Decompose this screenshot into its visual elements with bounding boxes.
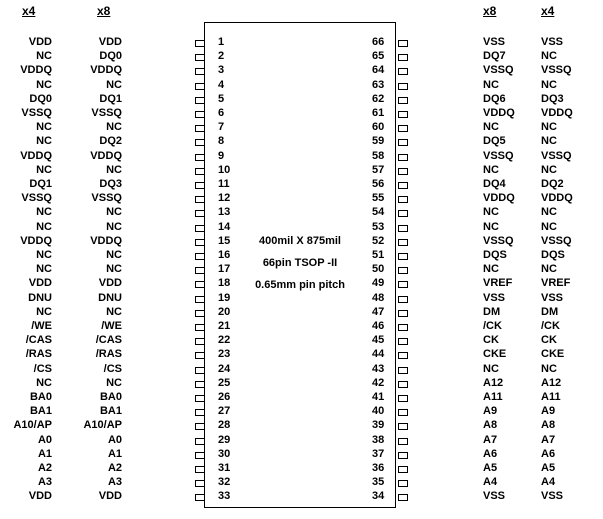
header-right-x8: x8	[483, 4, 497, 18]
right-pin-pad	[398, 480, 408, 487]
right-x8-signal: VSSQ	[483, 234, 514, 247]
right-pin-pad	[398, 452, 408, 459]
right-x8-signal: VSSQ	[483, 149, 514, 162]
left-pin-pad	[195, 494, 205, 501]
left-x4-signal: VDDQ	[20, 234, 52, 247]
right-pin-pad	[398, 154, 408, 161]
right-x4-signal: NC	[541, 263, 557, 276]
right-pin-number: 56	[372, 178, 385, 190]
right-x4-signal: CKE	[541, 348, 565, 361]
right-pin-pad	[398, 296, 408, 303]
left-x4-signal: NC	[36, 121, 52, 134]
left-pin-pad	[195, 210, 205, 217]
right-pin-number: 41	[372, 391, 385, 403]
right-x4-signal: A11	[541, 391, 561, 403]
right-pin-number: 63	[372, 78, 385, 91]
left-x8-signal: A2	[107, 462, 122, 474]
left-x4-signal: A2	[37, 462, 52, 474]
right-x8-signal: NC	[483, 362, 499, 375]
right-pin-number: 40	[372, 405, 385, 418]
right-x8-signal: DQ7	[483, 50, 506, 63]
left-pin-pad	[195, 409, 205, 416]
left-x4-signal: A1	[37, 447, 52, 460]
left-x4-signal: /CAS	[25, 334, 52, 347]
right-x4-signal: NC	[541, 362, 557, 375]
left-x8-signal: VDD	[98, 36, 122, 48]
left-x4-signal: BA0	[29, 391, 52, 403]
right-x4-signal: VSSQ	[541, 64, 572, 77]
left-pin-number: 17	[218, 263, 231, 276]
left-pin-pad	[195, 253, 205, 260]
right-x8-signal: VREF	[483, 277, 513, 290]
right-pin-pad	[398, 168, 408, 175]
right-x4-signal: A5	[541, 462, 556, 474]
right-pin-pad	[398, 352, 408, 359]
right-pin-pad	[398, 324, 408, 331]
right-x8-signal: /CK	[483, 320, 502, 332]
right-pin-pad	[398, 97, 408, 104]
left-x8-signal: VDDQ	[90, 149, 122, 162]
left-x4-signal: NC	[36, 78, 52, 91]
right-x4-signal: DQ3	[541, 92, 564, 105]
left-x4-signal: /RAS	[25, 348, 52, 361]
left-pin-number: 26	[218, 391, 231, 403]
right-x4-signal: VDDQ	[541, 192, 573, 205]
right-x8-signal: A12	[483, 376, 504, 389]
left-x4-signal: DQ0	[29, 92, 52, 105]
left-pin-pad	[195, 310, 205, 317]
right-x8-signal: DQ4	[483, 178, 506, 190]
left-x8-signal: DQ2	[99, 135, 122, 148]
right-x4-signal: VSSQ	[541, 234, 572, 247]
right-x8-signal: VDDQ	[483, 192, 515, 205]
left-pin-pad	[195, 324, 205, 331]
right-pin-pad	[398, 182, 408, 189]
right-pin-pad	[398, 466, 408, 473]
left-x8-signal: A0	[107, 433, 122, 446]
left-x4-signal: NC	[36, 50, 52, 63]
left-pin-number: 5	[218, 92, 225, 105]
right-x4-signal: A9	[541, 405, 556, 418]
right-x8-signal: NC	[483, 163, 499, 176]
left-pin-number: 22	[218, 334, 231, 347]
right-pin-pad	[398, 111, 408, 118]
right-pin-number: 51	[372, 249, 385, 261]
right-pin-number: 37	[372, 447, 385, 460]
left-pin-pad	[195, 182, 205, 189]
left-x4-signal: NC	[36, 220, 52, 233]
left-x4-signal: VSSQ	[21, 107, 52, 119]
left-pin-pad	[195, 225, 205, 232]
left-x8-signal: VSSQ	[91, 107, 122, 119]
left-x8-signal: VDDQ	[90, 64, 122, 77]
left-x8-signal: NC	[106, 163, 122, 176]
left-pin-pad	[195, 168, 205, 175]
right-pin-number: 34	[372, 490, 385, 503]
left-x4-signal: NC	[36, 163, 52, 176]
right-pin-number: 50	[372, 263, 385, 276]
left-pin-pad	[195, 438, 205, 445]
pin-pitch: 0.65mm pin pitch	[255, 279, 345, 291]
left-pin-number: 31	[218, 462, 231, 474]
right-pin-number: 64	[372, 64, 385, 77]
right-pin-number: 61	[372, 107, 385, 119]
left-pin-number: 10	[218, 163, 231, 176]
left-pin-pad	[195, 125, 205, 132]
right-pin-number: 54	[372, 206, 385, 219]
right-pin-number: 42	[372, 376, 385, 389]
left-pin-number: 29	[218, 433, 231, 446]
left-pin-pad	[195, 111, 205, 118]
left-pin-pad	[195, 296, 205, 303]
right-pin-pad	[398, 494, 408, 501]
right-pin-number: 59	[372, 135, 385, 148]
right-pin-number: 66	[372, 36, 385, 48]
left-pin-number: 19	[218, 291, 231, 304]
right-pin-pad	[398, 210, 408, 217]
left-pin-pad	[195, 281, 205, 288]
right-pin-number: 58	[372, 149, 385, 162]
right-pin-number: 52	[372, 234, 385, 247]
right-x4-signal: VDDQ	[541, 107, 573, 119]
left-pin-pad	[195, 367, 205, 374]
right-x4-signal: DQ2	[541, 178, 564, 190]
left-x8-signal: NC	[106, 263, 122, 276]
right-x4-signal: A7	[541, 433, 556, 446]
left-pin-number: 3	[218, 64, 225, 77]
right-pin-number: 36	[372, 462, 385, 474]
left-pin-number: 6	[218, 107, 225, 119]
left-x8-signal: /WE	[101, 320, 122, 332]
left-pin-pad	[195, 381, 205, 388]
left-x8-signal: NC	[106, 220, 122, 233]
right-x4-signal: VSS	[541, 490, 564, 503]
left-pin-pad	[195, 352, 205, 359]
right-x4-signal: NC	[541, 135, 557, 148]
right-pin-pad	[398, 225, 408, 232]
right-x8-signal: A8	[483, 419, 498, 432]
left-pin-pad	[195, 452, 205, 459]
left-x4-signal: A0	[37, 433, 52, 446]
right-x8-signal: VSS	[483, 291, 506, 304]
right-x8-signal: CKE	[483, 348, 507, 361]
right-pin-pad	[398, 40, 408, 47]
left-pin-number: 32	[218, 476, 231, 489]
left-x4-signal: NC	[36, 206, 52, 219]
right-pin-pad	[398, 139, 408, 146]
right-pin-pad	[398, 381, 408, 388]
right-pin-pad	[398, 367, 408, 374]
left-x8-signal: NC	[106, 376, 122, 389]
header-left-x8: x8	[97, 4, 111, 18]
left-pin-number: 16	[218, 249, 231, 261]
right-pin-pad	[398, 83, 408, 90]
left-pin-number: 1	[218, 36, 225, 48]
left-x8-signal: DQ3	[99, 178, 122, 190]
left-pin-pad	[195, 423, 205, 430]
right-x8-signal: A9	[483, 405, 498, 418]
left-pin-pad	[195, 68, 205, 75]
right-pin-pad	[398, 423, 408, 430]
left-x8-signal: A1	[107, 447, 122, 460]
right-pin-pad	[398, 267, 408, 274]
right-pin-pad	[398, 438, 408, 445]
left-x4-signal: VDDQ	[20, 149, 52, 162]
left-x4-signal: DNU	[28, 291, 52, 304]
right-x4-signal: VSSQ	[541, 149, 572, 162]
left-pin-number: 21	[218, 320, 231, 332]
left-pin-number: 12	[218, 192, 231, 205]
left-x4-signal: DQ1	[29, 178, 52, 190]
right-x8-signal: A11	[483, 391, 503, 403]
left-x8-signal: A3	[107, 476, 122, 489]
right-pin-number: 60	[372, 121, 385, 134]
left-pin-number: 11	[218, 178, 230, 190]
left-x4-signal: NC	[36, 263, 52, 276]
left-pin-number: 24	[218, 362, 231, 375]
left-pin-number: 13	[218, 206, 231, 219]
left-x8-signal: BA0	[99, 391, 122, 403]
right-pin-number: 49	[372, 277, 385, 290]
package-type: 66pin TSOP -II	[262, 257, 338, 269]
left-pin-number: 28	[218, 419, 231, 432]
left-pin-pad	[195, 395, 205, 402]
left-pin-pad	[195, 40, 205, 47]
left-pin-pad	[195, 83, 205, 90]
right-x8-signal: A6	[483, 447, 498, 460]
left-x8-signal: NC	[106, 249, 122, 261]
right-x8-signal: CK	[483, 334, 499, 347]
right-x8-signal: VDDQ	[483, 107, 515, 119]
left-pin-pad	[195, 267, 205, 274]
right-pin-number: 44	[372, 348, 385, 361]
left-pin-pad	[195, 154, 205, 161]
right-x4-signal: A6	[541, 447, 556, 460]
right-x4-signal: NC	[541, 206, 557, 219]
left-pin-pad	[195, 97, 205, 104]
left-x4-signal: /CS	[33, 362, 52, 375]
right-x8-signal: DQ5	[483, 135, 506, 148]
right-x8-signal: NC	[483, 121, 499, 134]
left-x8-signal: /RAS	[95, 348, 122, 361]
right-x8-signal: DQS	[483, 249, 507, 261]
right-x4-signal: /CK	[541, 320, 560, 332]
left-x4-signal: A3	[37, 476, 52, 489]
right-pin-number: 53	[372, 220, 385, 233]
left-pin-number: 14	[218, 220, 231, 233]
left-x8-signal: DNU	[98, 291, 122, 304]
right-x8-signal: NC	[483, 206, 499, 219]
left-pin-pad	[195, 239, 205, 246]
left-pin-pad	[195, 54, 205, 61]
right-x4-signal: A12	[541, 376, 562, 389]
left-x4-signal: VDD	[28, 36, 52, 48]
right-x8-signal: A4	[483, 476, 498, 489]
left-x8-signal: /CS	[103, 362, 122, 375]
left-pin-pad	[195, 480, 205, 487]
right-x4-signal: A4	[541, 476, 556, 489]
left-x4-signal: NC	[36, 376, 52, 389]
header-left-x4: x4	[22, 4, 36, 18]
right-x4-signal: VREF	[541, 277, 571, 290]
right-pin-pad	[398, 281, 408, 288]
left-x4-signal: VDDQ	[20, 64, 52, 77]
right-pin-pad	[398, 196, 408, 203]
left-x8-signal: BA1	[99, 405, 122, 418]
left-pin-number: 27	[218, 405, 231, 418]
left-pin-number: 9	[218, 149, 225, 162]
left-pin-number: 20	[218, 305, 231, 318]
right-x8-signal: A7	[483, 433, 498, 446]
right-pin-number: 57	[372, 163, 385, 176]
right-pin-pad	[398, 409, 408, 416]
left-x4-signal: VDD	[28, 277, 52, 290]
right-x4-signal: A8	[541, 419, 556, 432]
right-pin-number: 39	[372, 419, 385, 432]
right-pin-number: 47	[372, 305, 385, 318]
right-x8-signal: DQ6	[483, 92, 506, 105]
right-x8-signal: NC	[483, 78, 499, 91]
right-pin-number: 48	[372, 291, 385, 304]
left-pin-number: 25	[218, 376, 231, 389]
left-pin-pad	[195, 139, 205, 146]
right-pin-number: 38	[372, 433, 385, 446]
right-pin-number: 35	[372, 476, 385, 489]
left-x8-signal: VDDQ	[90, 234, 122, 247]
left-pin-number: 7	[218, 121, 225, 134]
left-x4-signal: BA1	[29, 405, 52, 418]
right-pin-pad	[398, 310, 408, 317]
right-x8-signal: DM	[483, 305, 501, 318]
right-pin-pad	[398, 253, 408, 260]
right-pin-pad	[398, 68, 408, 75]
left-x4-signal: NC	[36, 249, 52, 261]
left-pin-number: 30	[218, 447, 231, 460]
left-x8-signal: NC	[106, 206, 122, 219]
right-x4-signal: DM	[541, 305, 559, 318]
right-pin-number: 43	[372, 362, 385, 375]
left-x4-signal: NC	[36, 305, 52, 318]
left-x8-signal: DQ0	[99, 50, 122, 63]
left-x8-signal: VDD	[98, 490, 122, 503]
left-pin-number: 18	[218, 277, 231, 290]
package-dimensions: 400mil X 875mil	[259, 235, 341, 247]
right-x4-signal: VSS	[541, 291, 564, 304]
right-pin-pad	[398, 239, 408, 246]
left-pin-number: 15	[218, 234, 231, 247]
right-pin-number: 62	[372, 92, 385, 105]
right-pin-number: 65	[372, 50, 385, 63]
left-pin-pad	[195, 196, 205, 203]
right-x8-signal: NC	[483, 220, 499, 233]
right-x4-signal: DQS	[541, 249, 565, 261]
left-x4-signal: NC	[36, 135, 52, 148]
left-pin-pad	[195, 338, 205, 345]
left-x4-signal: VSSQ	[21, 192, 52, 205]
left-x8-signal: NC	[106, 305, 122, 318]
right-x4-signal: NC	[541, 121, 557, 134]
right-x4-signal: NC	[541, 220, 557, 233]
left-x8-signal: NC	[106, 78, 122, 91]
left-pin-number: 23	[218, 348, 231, 361]
left-x8-signal: A10/AP	[83, 419, 122, 432]
left-x8-signal: DQ1	[99, 92, 122, 105]
right-x8-signal: VSS	[483, 36, 506, 48]
left-pin-number: 33	[218, 490, 231, 503]
right-x8-signal: A5	[483, 462, 498, 474]
left-x8-signal: /CAS	[95, 334, 122, 347]
left-pin-number: 8	[218, 135, 225, 148]
right-x8-signal: NC	[483, 263, 499, 276]
right-pin-number: 46	[372, 320, 385, 332]
right-x8-signal: VSS	[483, 490, 506, 503]
left-pin-pad	[195, 466, 205, 473]
left-x4-signal: VDD	[28, 490, 52, 503]
right-pin-pad	[398, 338, 408, 345]
right-pin-pad	[398, 54, 408, 61]
right-pin-number: 55	[372, 192, 385, 205]
left-x8-signal: VSSQ	[91, 192, 122, 205]
right-x4-signal: NC	[541, 50, 557, 63]
left-x4-signal: /WE	[31, 320, 52, 332]
left-x8-signal: NC	[106, 121, 122, 134]
right-x4-signal: VSS	[541, 36, 564, 48]
header-right-x4: x4	[541, 4, 555, 18]
right-pin-pad	[398, 125, 408, 132]
right-pin-number: 45	[372, 334, 385, 347]
right-pin-pad	[398, 395, 408, 402]
right-x4-signal: CK	[541, 334, 557, 347]
right-x8-signal: VSSQ	[483, 64, 514, 77]
left-x4-signal: A10/AP	[13, 419, 52, 432]
left-x8-signal: VDD	[98, 277, 122, 290]
right-x4-signal: NC	[541, 163, 557, 176]
left-pin-number: 4	[218, 78, 225, 91]
right-x4-signal: NC	[541, 78, 557, 91]
left-pin-number: 2	[218, 50, 225, 63]
